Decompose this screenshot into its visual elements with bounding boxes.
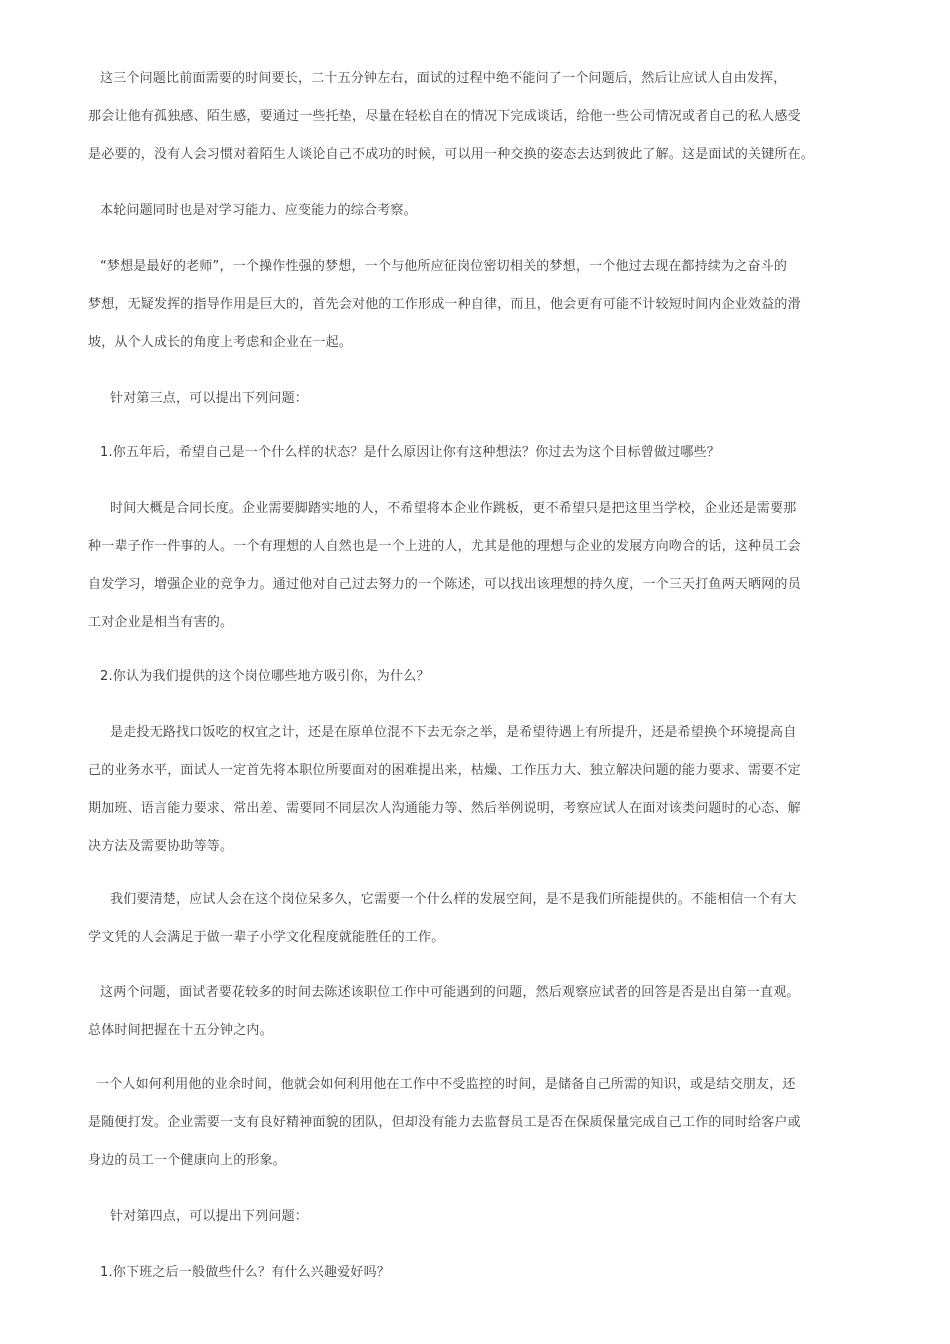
text-line: 2.你认为我们提供的这个岗位哪些地方吸引你，为什么？ <box>100 669 430 684</box>
text-line: 决方法及需要协助等等。 <box>88 839 234 854</box>
text-line: 种一辈子作一件事的人。一个有理想的人自然也是一个上进的人，尤其是他的理想与企业的发展方向吻合的话，这种员工会 <box>88 539 801 554</box>
text-line: 身边的员工一个健康向上的形象。 <box>88 1153 287 1168</box>
paragraph <box>88 974 878 1050</box>
paragraph <box>88 1198 878 1236</box>
text-line: 坡，从个人成长的角度上考虑和企业在一起。 <box>88 335 353 350</box>
text-line: 针对第三点，可以提出下列问题： <box>110 391 309 406</box>
paragraph <box>88 60 878 174</box>
text-line: 针对第四点，可以提出下列问题： <box>110 1209 309 1224</box>
paragraph <box>88 658 878 696</box>
text-line: 学文凭的人会满足于做一辈子小学文化程度就能胜任的工作。 <box>88 930 445 945</box>
paragraph <box>88 380 878 418</box>
text-line: 是随便打发。企业需要一支有良好精神面貌的团队，但却没有能力去监督员工是否在保质保量完成自己工作的同时给客户或 <box>88 1115 801 1130</box>
paragraph <box>88 881 878 957</box>
text-line: 工对企业是相当有害的。 <box>88 615 234 630</box>
text-line: 是必要的，没有人会习惯对着陌生人谈论自己不成功的时候，可以用一种交换的姿态去达到彼此了解。这是面试的关键所在。 <box>88 147 815 162</box>
text-line: 那会让他有孤独感、陌生感，要通过一些托垫，尽量在轻松自在的情况下完成谈话，给他一些公司情况或者自己的私人感受 <box>88 109 801 124</box>
text-line: 1.你下班之后一般做些什么？有什么兴趣爱好吗？ <box>100 1265 391 1280</box>
text-line: 是走投无路找口饭吃的权宜之计，还是在原单位混不下去无奈之举，是希望待遇上有所提升，还是希望换个环境提高自 <box>110 725 797 740</box>
text-line: 时间大概是合同长度。企业需要脚踏实地的人，不希望将本企业作跳板，更不希望只是把这里当学校，企业还是需要那 <box>110 501 797 516</box>
paragraph <box>88 1254 878 1292</box>
text-line: 我们要清楚，应试人会在这个岗位呆多久，它需要一个什么样的发展空间，是不是我们所能提供的。不能相信一个有大 <box>110 892 797 907</box>
text-line: 梦想，无疑发挥的指导作用是巨大的，首先会对他的工作形成一种自律，而且，他会更有可能不计较短时间内企业效益的滑 <box>88 297 801 312</box>
paragraph <box>88 714 878 866</box>
text-line: 期加班、语言能力要求、常出差、需要同不同层次人沟通能力等、然后举例说明，考察应试人在面对该类问题时的心态、解 <box>88 801 801 816</box>
paragraph <box>88 248 878 362</box>
paragraph <box>88 434 878 472</box>
text-line: 这两个问题，面试者要花较多的时间去陈述该职位工作中可能遇到的问题，然后观察应试者的回答是否是出自第一直观。 <box>100 985 800 1000</box>
text-line: 这三个问题比前面需要的时间要长，二十五分钟左右，面试的过程中绝不能问了一个问题后，然后让应试人自由发挥， <box>100 71 787 86</box>
paragraph <box>88 192 878 230</box>
text-line: “梦想是最好的老师”，一个操作性强的梦想，一个与他所应征岗位密切相关的梦想，一个他过去现在都持续为之奋斗的 <box>100 259 788 274</box>
text-line: 本轮问题同时也是对学习能力、应变能力的综合考察。 <box>100 203 417 218</box>
text-line: 1.你五年后，希望自己是一个什么样的状态？是什么原因让你有这种想法？你过去为这个目标曾做过哪些？ <box>100 445 721 460</box>
text-line: 自发学习，增强企业的竞争力。通过他对自己过去努力的一个陈述，可以找出该理想的持久度，一个三天打鱼两天晒网的员 <box>88 577 801 592</box>
text-line: 己的业务水平，面试人一定首先将本职位所要面对的困难提出来，枯燥、工作压力大、独立解决问题的能力要求、需要不定 <box>88 763 801 778</box>
text-line: 总体时间把握在十五分钟之内。 <box>88 1023 273 1038</box>
text-line: 一个人如何利用他的业余时间，他就会如何利用他在工作中不受监控的时间，是储备自己所需的知识，或是结交朋友，还 <box>96 1077 796 1092</box>
paragraph <box>88 1066 878 1180</box>
paragraph <box>88 490 878 642</box>
